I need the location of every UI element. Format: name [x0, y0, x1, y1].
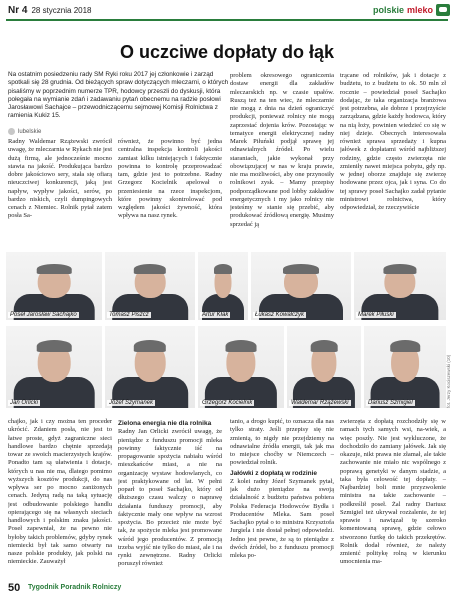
paragraph: zwierzęta z dopłatą rozchodziły się w ramach tych samych wsi, na-wiek, a więc poszły. Nie jest wykluczone, że dochodziło do zamiany jałówek. Jak się okazuje, nikt prawa nie złamał, ale takie zachowanie nie miało nic wspólnego z poprawą genetyki w danym stadzie, a taka była celowość tej dopłaty. – Najbardziej boli mnie przyzwolenie ministra na takie zachowanie – podkreślił poseł. Żal radny Dariusz Szmigiel też ukrywał rozżalenie, że tej sprawie i nawiązał tę szeroko komentowaną sprawę, gdzie cełowo stworzono furtkę do takich przekrętów. Rolnik dodał również, że należy zmienić politykę rolną w kierunku umocnienia ma- — [340, 418, 446, 566]
portrait-photo — [105, 252, 195, 320]
portrait-photo — [198, 252, 248, 320]
paragraph: problem okresowego ograniczenia dostaw energii dla zakładów mleczarskich np. w czasie upałów. Ruszą też na ten wiec, że mleczarnie nie mogą z dnia na dzień ograniczyć produkcji, ponieważ rolnicy nie mogą zaprzestać dojenia krów. Pozostając w tematyce energii elektrycznej radny Marek Piłuński podjął sprawę jej odnawialnych źródeł. Po wielu staraniach, jakie wykonał przy obowiązującej w nas w kraju prawie, nie ma możliwości, aby one przynosiły rolnikowi zysk. – Mamy przepisy podporządkowane pod lobby zakładów energetycznych i my jako rolnicy nie jesteśmy w stanie się przebić, aby produkować źródłową energię. Musimy sprzedać ją — [230, 72, 334, 228]
issue-number: Nr 4 — [8, 5, 28, 16]
photo-caption: Marek Piłuski — [358, 312, 394, 318]
photo-caption: Dariusz Szmigiel — [368, 400, 413, 406]
photo-caption: Waldemar Rzążewski — [291, 400, 349, 406]
photo-caption: Józef Szymanek — [109, 400, 154, 406]
photo-caption: Grzegorz Kocielnik — [202, 400, 253, 406]
paragraph: Radny Waldemar Rzążewski zwrócił uwagę, że mleczarnia w Rykach nie jest dużą firmą, ale jednocześnie mocno stawia na jakość. Produkująca bardzo dobre jakościowo sery, stała się ofiarą nieuczciwej konkurencji, jaką jest napływ, wypływ jakości, serów, po bardzo niskich, czyli dumpingowych cenach z Niemiec. Rolnik pytał zatem posła Sa- — [8, 138, 112, 220]
publication-name: Tygodnik Poradnik Rolniczy — [28, 584, 122, 591]
photo-caption: Tomasz Piszcz — [109, 312, 149, 318]
region-label: lubelskie — [18, 128, 42, 135]
photo-caption: Artur Kłak — [202, 312, 229, 318]
paragraph: chajko, jak i czy można ten proceder ukrócić. Zdaniem posła, nie jest to łatwe proste, gdyż zagraniczne sieci handlowe bardzo chętnie sprzedają towar ze swoich macierzystych krajów. Ponadto tam są ułatwienia i dotacje, których u nas nie ma, dlatego pomimo wyższych kosztów produkcji, do nas wpływa ser po mocno zaniżonych cenach. Jedyną radą na taką sytuację jest odbudowanie polskiego handlu opierającego się na własnych sieciach handlowych i polskim znaku jakości. Poseł zapewniał, że na pewno nie byłoby takich problemów, gdyby rynek niemiecki był tak samo otwarty na nasze polskie produkty, jak polski na niemieckie. Zauważył — [8, 418, 112, 566]
social-icon — [8, 128, 15, 135]
photo-caption: Jan Orlicki — [10, 400, 39, 406]
portrait-photo — [354, 252, 446, 320]
column-top-1 — [8, 138, 112, 244]
column-bottom-4 — [340, 418, 446, 578]
portrait-photo — [287, 326, 361, 408]
brand-word-1: polskie — [372, 4, 404, 15]
column-top-2 — [118, 138, 222, 244]
portrait-photo — [251, 252, 351, 320]
paragraph: Radny Jan Orlicki zwrócił uwagę, że pieniądze z funduszu promocji mleka powinny faktycznie iść na propagowanie spożycia nabiału wśród mieszkańców miast, a nie na organizację wystaw hodowlanych, co jest praktykowane od lat. W pełni poparł to poseł Sachajko, który od dłuższego czasu walczy o naprawę działania funduszy promocji, aby faktycznie mały one wpływ na wzrost spożycia. Bo przecież nie może być tak, że spożycie mleka jest promowane wśród jego producentów. Z promocją trzeba wyjść nie tylko do miast, ale i na rynki zewnętrzne. Radny Orlicki poruszył również — [118, 428, 222, 568]
paragraph: również, że powinno być jedna centralna inspekcja kontroli jakości zamiast kilku istniejących i faktycznie powinna to kontrolę przeprowadzać tam, gdzie jest to potrzebne. Radny Grzegorz Kocielnik apelował o przeniesienie na rzece inspekcjom, które powinny skontrolować pod względem jakości żywność, która wpływa na nasz rynek. — [118, 138, 222, 220]
article-title: O uczciwe dopłaty do łąk — [119, 42, 335, 62]
issue-header — [8, 5, 92, 16]
page-number: 50 — [8, 582, 21, 594]
article-lead: Na ostatnim posiedzeniu rady SM Ryki roku 2017 jej członkowie i zarząd spotkali się 28 grudnia. Od bieżących spraw dotyczących mleczarni, o których pisaliśmy w poprzednim numerze TPR, hodowcy przeszli do dyskusji, która połegała na wymianie zdań i zadawaniu pytań obecnemu na radzie posłowi Jarosławowi Sachajce – przewodniczącemu sejmowej Komisji Rolnictwa z ramienia Kukiz 15. — [8, 71, 229, 120]
photo-caption: Poseł Jarosław Sachajko — [10, 312, 77, 318]
column-top-4 — [340, 72, 446, 248]
column-bottom-1 — [8, 418, 112, 578]
section-brand — [373, 2, 450, 17]
region-tag[interactable] — [8, 128, 41, 135]
paragraph: trącane od rolników, jak i dotacje z budżetu, to z budżetu to ok. 50 mln zł rocznie – powiedział poseł Sachajko dodając, że taka organizacja branżowa jest potrzebna, ale dobrze i przejrzyście zarządzana, gdzie każdy hodowca, który na nią łoży, powinien wiedzieć co się w niej dzieje. Obecnych interesowała również sprawa sprzedaży i kupna jałówek z dopłatami wśród najbliższej rodziny, gdzie często zwierzęta nie zmieniły nawet miejsca pobytu, gdy np. w jednej oborze znajduje się zwierzę hodowane przez ojca, jak i syna. Co do tej sprawy poseł Sachajko zadał pytanie ministrowi rolnictwa, który odpowiedział, że rzeczywiście — [340, 72, 446, 211]
portrait-photo — [198, 326, 284, 408]
column-top-3 — [230, 72, 334, 248]
portrait-photo — [364, 326, 446, 408]
issue-date: 28 stycznia 2018 — [31, 6, 92, 15]
photo-credit: fot. Jerzy Kociszewski (10) — [446, 354, 451, 408]
subheading: Zielona energia nie dla rolnika — [118, 420, 212, 427]
brand-word-2: mleko — [406, 4, 433, 15]
header-rule — [6, 19, 448, 21]
column-bottom-2 — [118, 418, 222, 578]
portrait-photo — [105, 326, 195, 408]
photo-caption: Łukasz Kowalczyk — [255, 312, 305, 318]
column-bottom-3 — [230, 418, 334, 578]
portrait-photo — [6, 252, 102, 320]
portrait-photo — [6, 326, 102, 408]
paragraph: Z kolei radny Józef Szymanek pytał, jak dużo pieniądze na swoją działalność z budżetu państwa pobiera Polska Federacja Hodowców Bydła i Producentów Mleka. Sam poseł Sachajko pytał o to ministra Krzysztofa Jurgiela i nie dostał pełnej odpowiedzi. Jedno jest pewne, że są to pieniądze z dwóch źródeł, bo z funduszu promocji mleka po- — [230, 477, 334, 559]
subheading: Jałówki z dopłatą w rodzinie — [230, 469, 318, 477]
paragraph: tanio, a drogo kupić, to oznacza dla nas tylko straty. Jeśli przepisy się nie zmienią, to nigdy nie przejdziemy na odnawialne źródła energii, tak jak ma to miejsce choćby w Niemczech – powiedział rolnik. — [230, 418, 334, 467]
cow-icon — [436, 4, 450, 16]
